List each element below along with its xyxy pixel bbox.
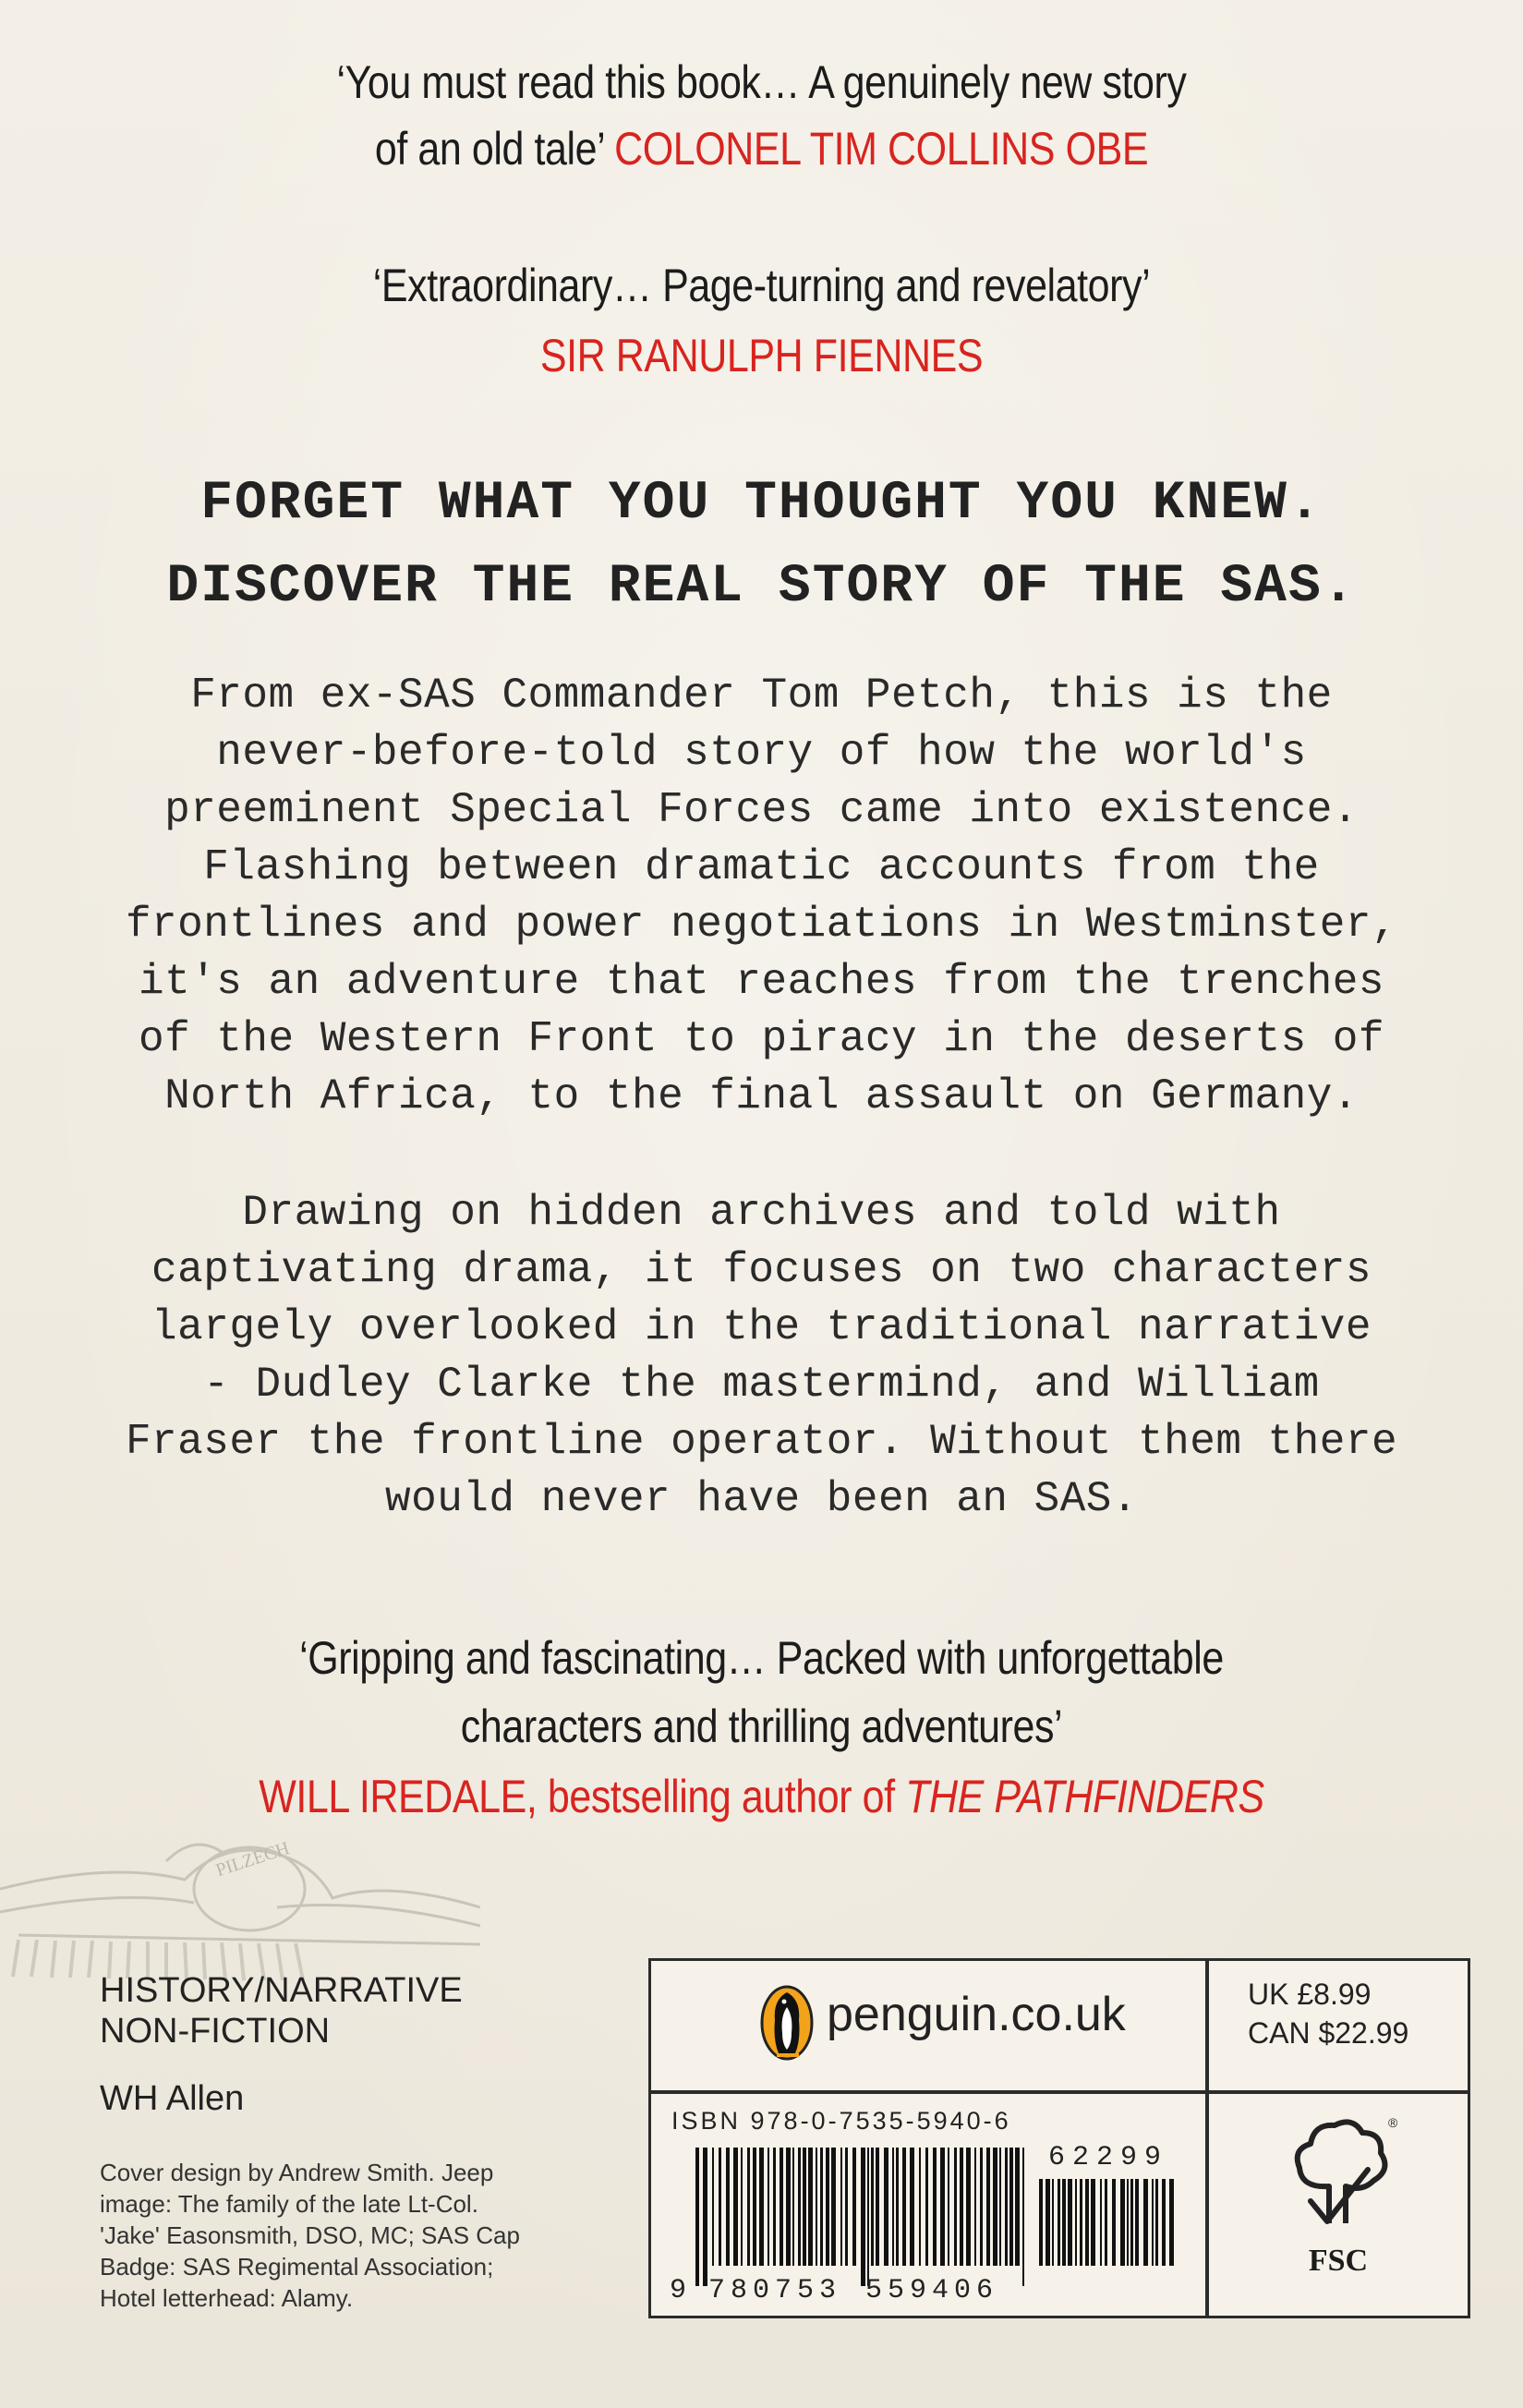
barcode-bar bbox=[798, 2148, 801, 2266]
quote-iredale-line1: ‘Gripping and fascinating… Packed with unforgettable bbox=[299, 1632, 1224, 1684]
fsc-registered-mark: ® bbox=[1388, 2115, 1398, 2130]
blurb-paragraph-1 bbox=[0, 667, 1523, 1125]
genre-line: NON-FICTION bbox=[100, 2012, 331, 2051]
barcode-bar bbox=[1015, 2148, 1020, 2266]
barcode-bar bbox=[966, 2148, 971, 2266]
barcode-bar bbox=[1112, 2179, 1116, 2266]
quote-iredale-line2: characters and thrilling adventures’ bbox=[460, 1700, 1063, 1752]
barcode-bar bbox=[1068, 2179, 1072, 2266]
barcode-bar bbox=[780, 2148, 783, 2266]
barcode-bar bbox=[1143, 2179, 1148, 2266]
barcode-bar bbox=[719, 2148, 721, 2266]
quote-collins-line2 bbox=[106, 115, 1416, 183]
barcode-addon-bars-icon bbox=[1039, 2179, 1178, 2286]
blurb1-line: frontlines and power negotiations in Westminster, bbox=[125, 901, 1398, 949]
headline-line2: DISCOVER THE REAL STORY OF THE SAS. bbox=[166, 557, 1357, 617]
penguin-logo-icon bbox=[760, 1985, 814, 2061]
blurb2-line: - Dudley Clarke the mastermind, and William bbox=[203, 1361, 1320, 1409]
barcode-digits-left: 780753 bbox=[708, 2275, 842, 2306]
barcode-bar bbox=[1022, 2148, 1024, 2286]
barcode-bar bbox=[1046, 2179, 1050, 2266]
barcode-bar bbox=[1052, 2179, 1054, 2266]
barcode-bar bbox=[871, 2148, 874, 2266]
barcode-bar bbox=[1130, 2179, 1133, 2266]
barcode-bar bbox=[902, 2148, 906, 2266]
barcode-bar bbox=[852, 2148, 856, 2266]
publisher-name: WH Allen bbox=[100, 2079, 245, 2118]
barcode-bar bbox=[826, 2148, 829, 2266]
quote-iredale-author-name: WILL IREDALE, bestselling author of bbox=[259, 1771, 906, 1822]
barcode-bar bbox=[974, 2148, 976, 2266]
emblem-text: PILZECH bbox=[213, 1837, 293, 1882]
barcode-bar bbox=[925, 2148, 928, 2266]
blurb2-line: would never have been an SAS. bbox=[384, 1475, 1139, 1523]
barcode-bar bbox=[747, 2148, 750, 2266]
barcode-bar bbox=[786, 2148, 791, 2266]
barcode-bar bbox=[1169, 2179, 1174, 2266]
barcode-bar bbox=[867, 2148, 869, 2286]
barcode-bar bbox=[726, 2148, 730, 2266]
barcode-bar bbox=[759, 2148, 764, 2266]
barcode-bar bbox=[892, 2148, 894, 2266]
penguin-box bbox=[648, 1958, 1208, 2093]
barcode-bar bbox=[999, 2148, 1001, 2266]
price-uk: UK £8.99 bbox=[1248, 1978, 1372, 2011]
barcode-bar bbox=[1127, 2179, 1129, 2266]
barcode-bars-icon bbox=[695, 2148, 1028, 2286]
cover-credits bbox=[100, 2157, 580, 2314]
barcode-bar bbox=[933, 2148, 937, 2266]
cap-badge-emblem-icon bbox=[0, 1824, 480, 1981]
barcode-first-digit: 9 bbox=[670, 2275, 687, 2306]
barcode-bar bbox=[768, 2148, 769, 2266]
fsc-label: FSC bbox=[1308, 2244, 1369, 2278]
barcode-bar bbox=[831, 2148, 836, 2266]
barcode-bar bbox=[808, 2148, 813, 2266]
barcode-bar bbox=[773, 2148, 776, 2266]
barcode-bar bbox=[820, 2148, 823, 2266]
barcode-bar bbox=[993, 2148, 997, 2266]
fsc-tree-icon bbox=[1274, 2112, 1403, 2242]
barcode-bar bbox=[1039, 2179, 1043, 2266]
credits-line: image: The family of the late Lt-Col. bbox=[100, 2190, 478, 2218]
barcode-bar bbox=[695, 2148, 699, 2286]
quote-iredale-book: THE PATHFINDERS bbox=[905, 1771, 1264, 1822]
barcode-digits-right: 559406 bbox=[865, 2275, 999, 2306]
quote-collins-author: COLONEL TIM COLLINS OBE bbox=[614, 123, 1149, 175]
barcode-box bbox=[648, 2091, 1208, 2318]
barcode-bar bbox=[1075, 2179, 1077, 2266]
blurb1-line: of the Western Front to piracy in the deserts of bbox=[138, 1015, 1384, 1063]
blurb1-line: North Africa, to the final assault on Germany. bbox=[164, 1072, 1359, 1120]
barcode-bar bbox=[1085, 2179, 1089, 2266]
blurb1-line: never-before-told story of how the world's bbox=[216, 729, 1307, 777]
barcode-bar bbox=[1100, 2179, 1102, 2266]
barcode-bar bbox=[1062, 2179, 1066, 2266]
barcode-bar bbox=[884, 2148, 888, 2266]
blurb1-line: preeminent Special Forces came into existence. bbox=[164, 786, 1359, 834]
barcode-bar bbox=[1155, 2179, 1158, 2266]
barcode-bar bbox=[845, 2148, 848, 2266]
penguin-website: penguin.co.uk bbox=[827, 1988, 1126, 2041]
barcode-bar bbox=[1058, 2179, 1060, 2266]
barcode-bar bbox=[741, 2148, 743, 2266]
price-can: CAN $22.99 bbox=[1248, 2016, 1409, 2050]
genre-line: HISTORY/NARRATIVE bbox=[100, 1971, 463, 2010]
barcode-bar bbox=[753, 2148, 756, 2266]
barcode-bar bbox=[803, 2148, 806, 2266]
fsc-box bbox=[1206, 2091, 1470, 2318]
barcode-bar bbox=[816, 2148, 817, 2266]
blurb2-line: Drawing on hidden archives and told with bbox=[242, 1189, 1281, 1237]
barcode-bar bbox=[980, 2148, 983, 2266]
barcode-bar bbox=[919, 2148, 921, 2266]
barcode-bar bbox=[1162, 2179, 1166, 2266]
blurb1-line: Flashing between dramatic accounts from the bbox=[203, 843, 1320, 891]
barcode-bar bbox=[733, 2148, 738, 2266]
genre-label bbox=[100, 1970, 463, 2051]
barcode-bar bbox=[792, 2148, 794, 2266]
credits-line: Cover design by Andrew Smith. Jeep bbox=[100, 2159, 494, 2186]
barcode-bar bbox=[1091, 2179, 1095, 2266]
barcode-bar bbox=[876, 2148, 879, 2266]
quote-collins-line1: ‘You must read this book… A genuinely new story bbox=[336, 56, 1187, 108]
barcode-bar bbox=[948, 2148, 949, 2266]
blurb2-line: captivating drama, it focuses on two characters bbox=[151, 1246, 1372, 1294]
quote-fiennes-line1: ‘Extraordinary… Page-turning and revelatory’ bbox=[372, 260, 1151, 311]
quote-iredale-author bbox=[106, 1762, 1416, 1831]
barcode-bar bbox=[960, 2148, 963, 2266]
barcode-bar bbox=[954, 2148, 957, 2266]
quote-collins-text: of an old tale’ bbox=[374, 123, 615, 175]
barcode-bar bbox=[1120, 2179, 1125, 2266]
barcode-bar bbox=[1009, 2148, 1013, 2266]
barcode-bar bbox=[910, 2148, 914, 2266]
barcode-bar bbox=[986, 2148, 990, 2266]
barcode-bar bbox=[703, 2148, 707, 2286]
blurb1-line: From ex-SAS Commander Tom Petch, this is the bbox=[190, 672, 1333, 720]
blurb1-line: it's an adventure that reaches from the trenches bbox=[138, 958, 1384, 1006]
barcode-addon-digits: 62299 bbox=[1048, 2142, 1169, 2173]
credits-line: Hotel letterhead: Alamy. bbox=[100, 2284, 354, 2312]
quote-fiennes-author: SIR RANULPH FIENNES bbox=[539, 330, 984, 381]
barcode-bar bbox=[840, 2148, 842, 2266]
credits-line: Badge: SAS Regimental Association; bbox=[100, 2253, 494, 2281]
barcode-bar bbox=[712, 2148, 714, 2266]
blurb2-line: largely overlooked in the traditional narrative bbox=[151, 1303, 1372, 1351]
barcode-bar bbox=[1152, 2179, 1154, 2266]
barcode-bar bbox=[1135, 2179, 1139, 2266]
barcode-bar bbox=[940, 2148, 945, 2266]
blurb2-line: Fraser the frontline operator. Without them there bbox=[125, 1418, 1398, 1466]
headline-line1: FORGET WHAT YOU THOUGHT YOU KNEW. bbox=[200, 474, 1323, 534]
barcode-bar bbox=[861, 2148, 865, 2286]
barcode-bar bbox=[1105, 2179, 1107, 2266]
barcode-bar bbox=[1005, 2148, 1008, 2266]
price-box bbox=[1206, 1958, 1470, 2093]
barcode-bar bbox=[896, 2148, 899, 2266]
barcode-bar bbox=[1080, 2179, 1082, 2266]
blurb-paragraph-2 bbox=[0, 1184, 1523, 1528]
isbn-number: ISBN 978-0-7535-5940-6 bbox=[671, 2107, 1011, 2135]
credits-line: 'Jake' Easonsmith, DSO, MC; SAS Cap bbox=[100, 2221, 520, 2249]
